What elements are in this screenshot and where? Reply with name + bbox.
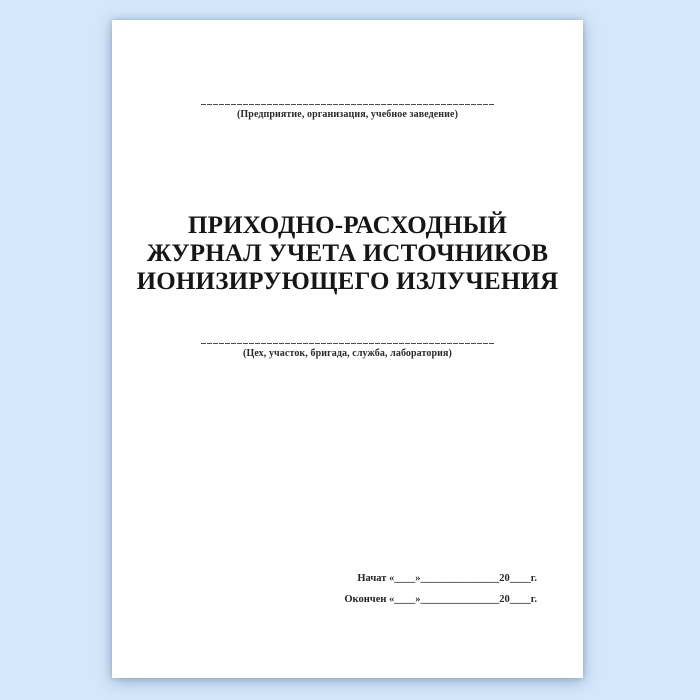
- organization-blank-block: [112, 104, 583, 120]
- document-page: [112, 20, 583, 678]
- title-line-3: ИОНИЗИРУЮЩЕГО ИЗЛУЧЕНИЯ: [136, 268, 559, 295]
- department-fill-line: [201, 343, 495, 344]
- department-blank-block: [112, 343, 583, 359]
- organization-fill-line: [201, 104, 495, 105]
- organization-caption: (Предприятие, организация, учебное заведение): [236, 109, 458, 120]
- title-line-2: ЖУРНАЛ УЧЕТА ИСТОЧНИКОВ: [146, 240, 549, 267]
- title-line-1: ПРИХОДНО-РАСХОДНЫЙ: [187, 212, 508, 239]
- dates-block: [344, 572, 537, 606]
- document-title: [112, 212, 583, 296]
- date-started-line: Начат «____»_______________20____г.: [357, 573, 537, 584]
- department-caption: (Цех, участок, бригада, служба, лаборатория): [243, 348, 452, 359]
- date-finished-line: Окончен «____»_______________20____г.: [344, 594, 537, 605]
